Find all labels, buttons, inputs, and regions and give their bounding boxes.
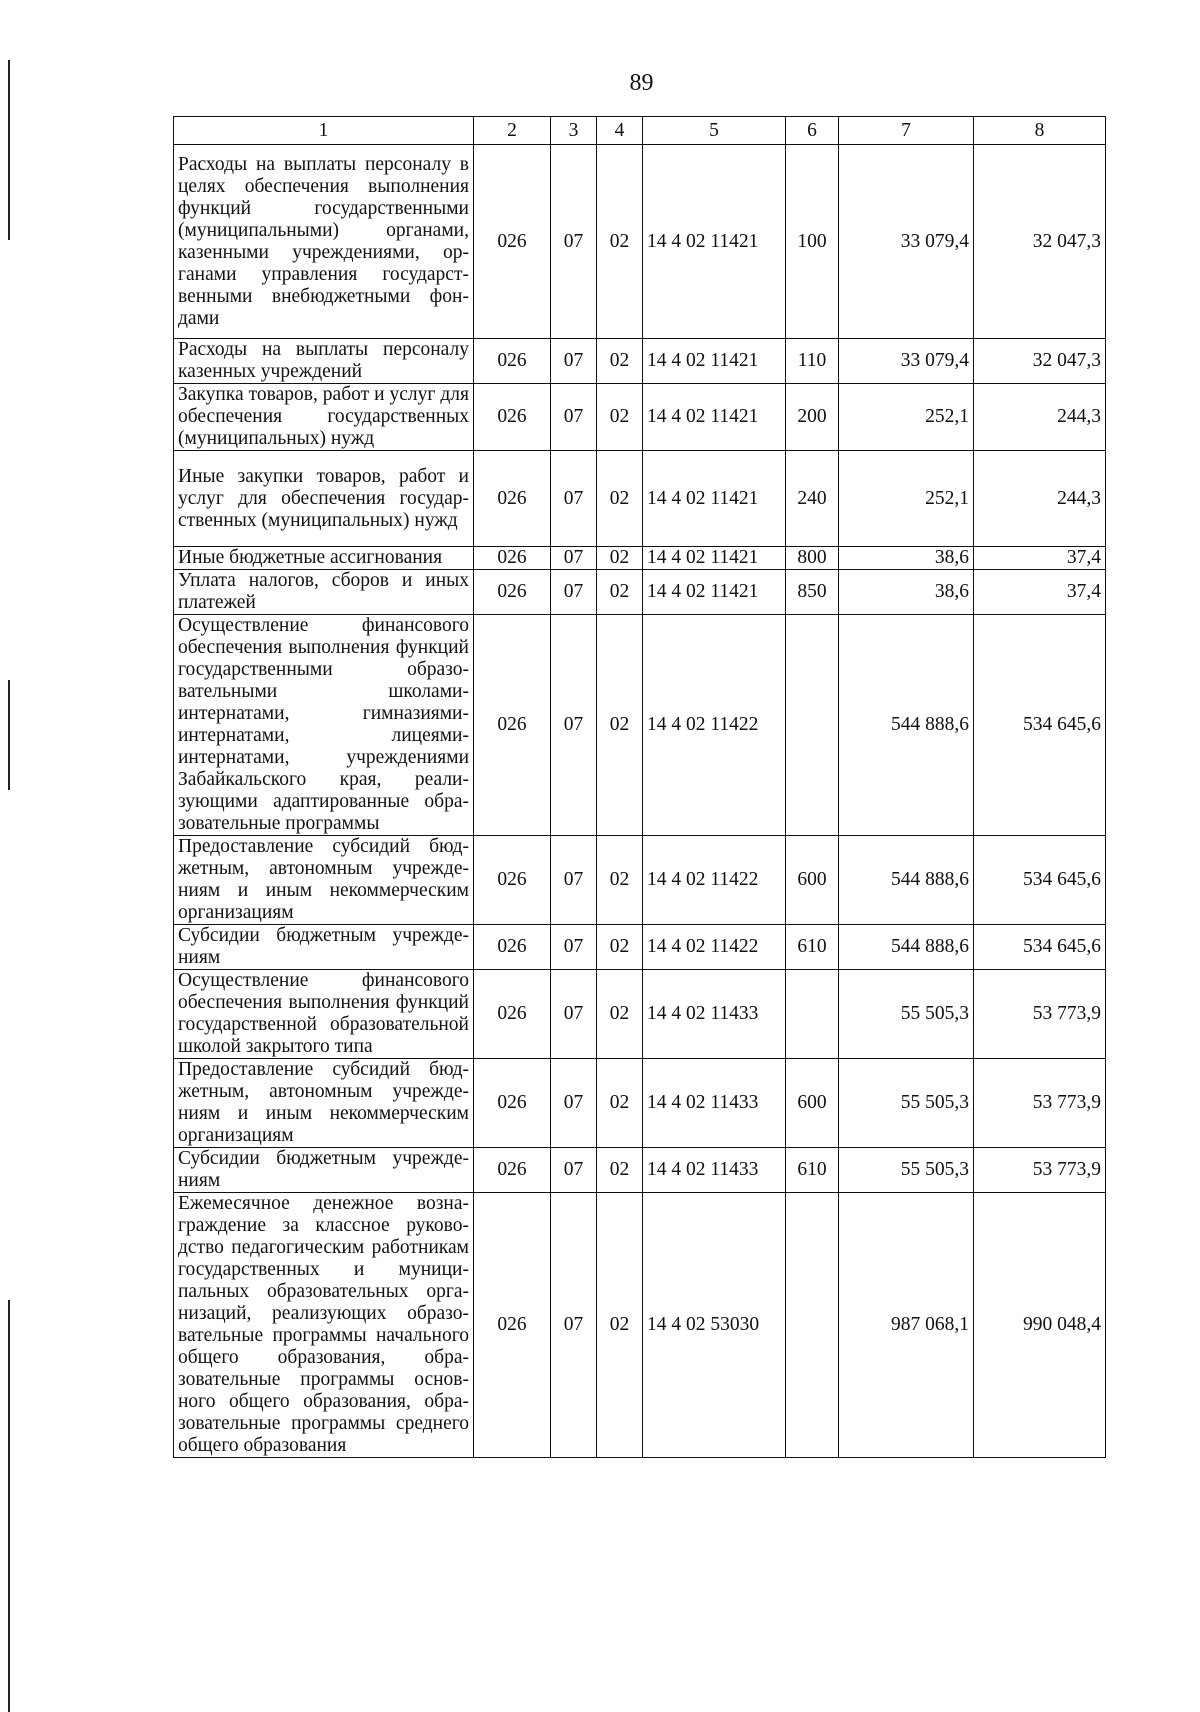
admin-code-cell: 026	[474, 547, 551, 570]
expense-type-cell	[786, 1193, 839, 1458]
row-name-cell: Предоставление субсидий бюджетным, автономным учреждениям и иным некоммерческим организациям	[174, 836, 474, 925]
target-article-cell: 14 4 02 11422	[643, 836, 786, 925]
section-cell: 07	[551, 1148, 597, 1193]
row-name-cell: Иные бюджетные ассигнования	[174, 547, 474, 570]
expense-type-cell: 100	[786, 145, 839, 339]
section-cell: 07	[551, 925, 597, 970]
amount-year2-cell: 53 773,9	[974, 1059, 1106, 1148]
row-name-cell: Осуществление финансового обеспечения выполнения функций государственной образовательной школой закрытого типа	[174, 970, 474, 1059]
amount-year2-cell: 244,3	[974, 451, 1106, 547]
section-cell: 07	[551, 451, 597, 547]
admin-code-cell: 026	[474, 570, 551, 615]
target-article-cell: 14 4 02 11433	[643, 1059, 786, 1148]
amount-year2-cell: 244,3	[974, 384, 1106, 451]
section-cell: 07	[551, 970, 597, 1059]
amount-year2-cell: 534 645,6	[974, 836, 1106, 925]
amount-year2-cell: 37,4	[974, 570, 1106, 615]
expense-type-cell: 110	[786, 339, 839, 384]
table-row	[174, 339, 1106, 384]
admin-code-cell: 026	[474, 1059, 551, 1148]
target-article-cell: 14 4 02 11421	[643, 145, 786, 339]
row-name-cell: Предоставление субсидий бюджетным, автономным учреждениям и иным некоммерческим организациям	[174, 1059, 474, 1148]
column-header: 2	[474, 117, 551, 145]
expense-type-cell: 610	[786, 1148, 839, 1193]
row-name-cell: Уплата налогов, сборов и иных платежей	[174, 570, 474, 615]
amount-year2-cell: 32 047,3	[974, 145, 1106, 339]
table-row	[174, 547, 1106, 570]
admin-code-cell: 026	[474, 1148, 551, 1193]
table-row	[174, 384, 1106, 451]
admin-code-cell: 026	[474, 145, 551, 339]
section-cell: 07	[551, 339, 597, 384]
subsection-cell: 02	[597, 570, 643, 615]
subsection-cell: 02	[597, 145, 643, 339]
row-name-cell: Закупка товаров, работ и услуг для обеспечения государственных (муниципальных) нужд	[174, 384, 474, 451]
expense-type-cell: 240	[786, 451, 839, 547]
amount-year1-cell: 544 888,6	[839, 615, 974, 836]
table-row	[174, 615, 1106, 836]
admin-code-cell: 026	[474, 451, 551, 547]
section-cell: 07	[551, 145, 597, 339]
subsection-cell: 02	[597, 1148, 643, 1193]
amount-year2-cell: 32 047,3	[974, 339, 1106, 384]
column-header: 3	[551, 117, 597, 145]
table-row	[174, 1148, 1106, 1193]
amount-year1-cell: 55 505,3	[839, 970, 974, 1059]
amount-year1-cell: 252,1	[839, 451, 974, 547]
column-header: 4	[597, 117, 643, 145]
expense-type-cell: 600	[786, 836, 839, 925]
target-article-cell: 14 4 02 11422	[643, 925, 786, 970]
subsection-cell: 02	[597, 1193, 643, 1458]
table-row	[174, 570, 1106, 615]
subsection-cell: 02	[597, 925, 643, 970]
admin-code-cell: 026	[474, 384, 551, 451]
column-header: 5	[643, 117, 786, 145]
admin-code-cell: 026	[474, 339, 551, 384]
amount-year2-cell: 534 645,6	[974, 925, 1106, 970]
section-cell: 07	[551, 615, 597, 836]
amount-year1-cell: 544 888,6	[839, 836, 974, 925]
admin-code-cell: 026	[474, 925, 551, 970]
amount-year2-cell: 534 645,6	[974, 615, 1106, 836]
table-row	[174, 970, 1106, 1059]
target-article-cell: 14 4 02 11421	[643, 547, 786, 570]
subsection-cell: 02	[597, 339, 643, 384]
amount-year1-cell: 38,6	[839, 547, 974, 570]
row-name-cell: Расходы на выплаты персоналу казенных учреждений	[174, 339, 474, 384]
amount-year1-cell: 33 079,4	[839, 339, 974, 384]
admin-code-cell: 026	[474, 836, 551, 925]
table-row	[174, 145, 1106, 339]
expense-type-cell: 600	[786, 1059, 839, 1148]
amount-year1-cell: 55 505,3	[839, 1148, 974, 1193]
amount-year1-cell: 55 505,3	[839, 1059, 974, 1148]
column-header: 6	[786, 117, 839, 145]
budget-table	[173, 116, 1106, 1458]
target-article-cell: 14 4 02 11433	[643, 970, 786, 1059]
amount-year2-cell: 990 048,4	[974, 1193, 1106, 1458]
amount-year1-cell: 33 079,4	[839, 145, 974, 339]
section-cell: 07	[551, 570, 597, 615]
row-name-cell: Расходы на выплаты персоналу в целях обеспечения выполнения функций государственными (муниципальными) органами, казенными учреждениями, органами управления государственными внебюджетными фондами	[174, 145, 474, 339]
row-name-cell: Иные закупки товаров, работ и услуг для обеспечения государственных (муниципальных) нужд	[174, 451, 474, 547]
target-article-cell: 14 4 02 11422	[643, 615, 786, 836]
amount-year1-cell: 544 888,6	[839, 925, 974, 970]
subsection-cell: 02	[597, 547, 643, 570]
target-article-cell: 14 4 02 11421	[643, 451, 786, 547]
column-header: 7	[839, 117, 974, 145]
expense-type-cell: 850	[786, 570, 839, 615]
amount-year1-cell: 987 068,1	[839, 1193, 974, 1458]
table-row	[174, 451, 1106, 547]
column-header: 8	[974, 117, 1106, 145]
page-number: 89	[629, 70, 654, 96]
scan-edge-line-bottom	[8, 1300, 10, 1712]
expense-type-cell: 610	[786, 925, 839, 970]
table-row	[174, 925, 1106, 970]
scan-edge-line-middle	[8, 680, 10, 790]
subsection-cell: 02	[597, 615, 643, 836]
admin-code-cell: 026	[474, 615, 551, 836]
section-cell: 07	[551, 547, 597, 570]
target-article-cell: 14 4 02 11421	[643, 570, 786, 615]
subsection-cell: 02	[597, 836, 643, 925]
section-cell: 07	[551, 1193, 597, 1458]
table-row	[174, 836, 1106, 925]
target-article-cell: 14 4 02 11433	[643, 1148, 786, 1193]
subsection-cell: 02	[597, 451, 643, 547]
table-row	[174, 1059, 1106, 1148]
target-article-cell: 14 4 02 11421	[643, 339, 786, 384]
row-name-cell: Ежемесячное денежное вознаграждение за классное руководство педагогическим работникам государственных и муниципальных образовательных организаций, реализующих образовательные программы начального общего образования, образовательные программы основного общего образования, образовательные программы среднего общего образования	[174, 1193, 474, 1458]
table-row	[174, 1193, 1106, 1458]
subsection-cell: 02	[597, 970, 643, 1059]
admin-code-cell: 026	[474, 970, 551, 1059]
amount-year2-cell: 53 773,9	[974, 970, 1106, 1059]
target-article-cell: 14 4 02 11421	[643, 384, 786, 451]
target-article-cell: 14 4 02 53030	[643, 1193, 786, 1458]
section-cell: 07	[551, 1059, 597, 1148]
row-name-cell: Субсидии бюджетным учреждениям	[174, 925, 474, 970]
expense-type-cell	[786, 615, 839, 836]
table-header-row	[174, 117, 1106, 145]
subsection-cell: 02	[597, 1059, 643, 1148]
amount-year2-cell: 37,4	[974, 547, 1106, 570]
expense-type-cell: 800	[786, 547, 839, 570]
subsection-cell: 02	[597, 384, 643, 451]
amount-year1-cell: 38,6	[839, 570, 974, 615]
expense-type-cell: 200	[786, 384, 839, 451]
amount-year1-cell: 252,1	[839, 384, 974, 451]
column-header: 1	[174, 117, 474, 145]
section-cell: 07	[551, 384, 597, 451]
row-name-cell: Субсидии бюджетным учреждениям	[174, 1148, 474, 1193]
expense-type-cell	[786, 970, 839, 1059]
admin-code-cell: 026	[474, 1193, 551, 1458]
row-name-cell: Осуществление финансового обеспечения выполнения функций государственными образовательными школами-интернатами, гимназиями-интернатами, лицеями-интернатами, учреждениями Забайкальского края, реализующими адаптированные образовательные программы	[174, 615, 474, 836]
section-cell: 07	[551, 836, 597, 925]
amount-year2-cell: 53 773,9	[974, 1148, 1106, 1193]
